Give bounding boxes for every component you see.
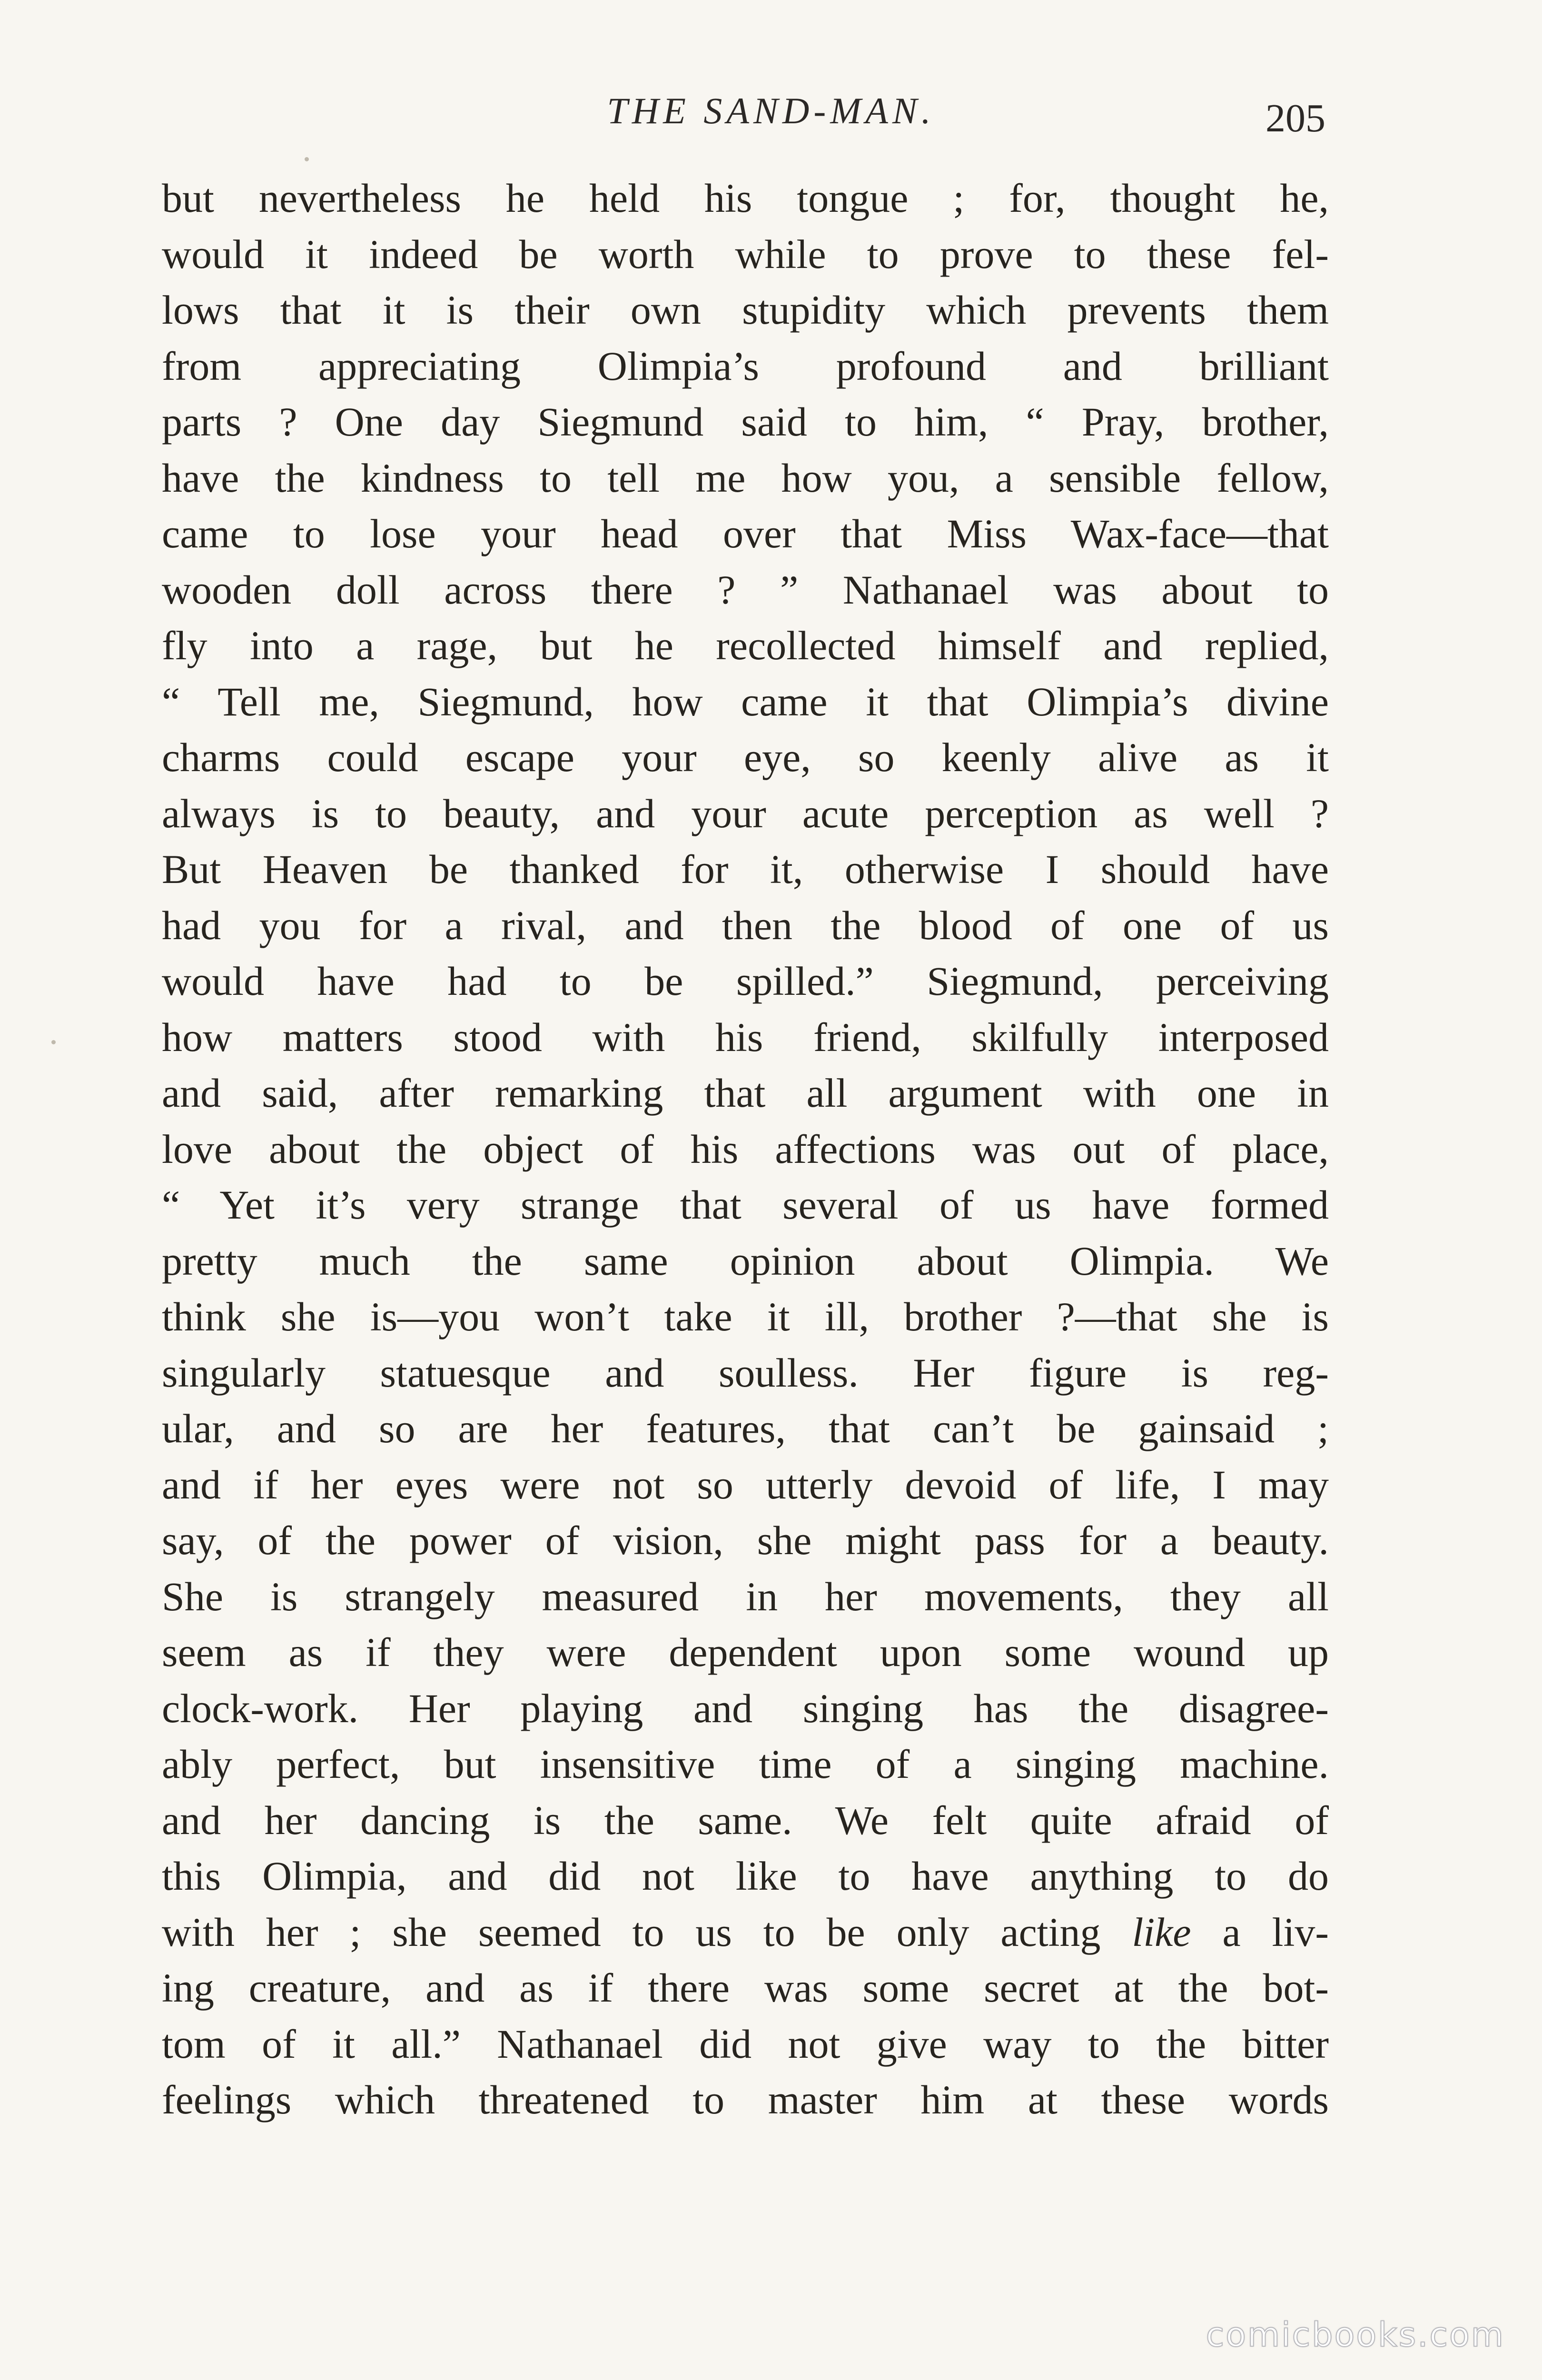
text-line: singularly statuesque and soulless. Her figure is reg- <box>162 1349 1329 1396</box>
text-line: and if her eyes were not so utterly devoid of life, I may <box>162 1461 1329 1507</box>
text-line: lows that it is their own stupidity which prevents them <box>162 287 1329 333</box>
text-line: seem as if they were dependent upon some wound up <box>162 1629 1329 1675</box>
text-line-with-italic <box>162 1904 1329 1961</box>
text-line: and her dancing is the same. We felt quite afraid of <box>162 1797 1329 1843</box>
text-line: ular, and so are her features, that can’t be gainsaid ; <box>162 1406 1329 1451</box>
text-line: think she is—you won’t take it ill, brother ?—that she is <box>162 1294 1329 1339</box>
running-title: THE SAND-MAN. <box>607 90 935 131</box>
text-line: charms could escape your eye, so keenly alive as it <box>162 734 1329 780</box>
page-number: 205 <box>1265 96 1325 140</box>
text-line: parts ? One day Siegmund said to him, “ Pray, brother, <box>162 399 1329 445</box>
text-line: this Olimpia, and did not like to have anything to do <box>162 1853 1329 1899</box>
text-line: from appreciating Olimpia’s profound and brilliant <box>162 343 1329 389</box>
text-line: always is to beauty, and your acute perception as well ? <box>162 790 1329 836</box>
text-line: ing creature, and as if there was some secret at the bot- <box>162 1965 1329 2011</box>
text-line: how matters stood with his friend, skilfully interposed <box>162 1014 1329 1060</box>
paper-speck <box>305 157 309 161</box>
text-segment: a liv- <box>1191 1909 1329 1955</box>
body-text <box>162 170 1329 2128</box>
text-line: have the kindness to tell me how you, a sensible fellow, <box>162 455 1329 501</box>
text-segment: with her ; she seemed to us to be only acting <box>162 1909 1101 1955</box>
text-line: feelings which threatened to master him at these words <box>162 2077 1329 2122</box>
running-head <box>0 81 1542 138</box>
text-line: and said, after remarking that all argument with one in <box>162 1070 1329 1116</box>
text-line: ably perfect, but insensitive time of a singing machine. <box>162 1741 1329 1787</box>
text-line: say, of the power of vision, she might pass for a beauty. <box>162 1517 1329 1563</box>
italic-word: like <box>1132 1909 1191 1955</box>
text-line: wooden doll across there ? ” Nathanael was about to <box>162 566 1329 613</box>
text-line: would it indeed be worth while to prove to these fel- <box>162 231 1329 277</box>
text-line: tom of it all.” Nathanael did not give way to the bitter <box>162 2021 1329 2067</box>
text-line: fly into a rage, but he recollected himself and replied, <box>162 623 1329 668</box>
paper-speck <box>51 1040 56 1044</box>
text-line: but nevertheless he held his tongue ; for, thought he, <box>162 175 1329 221</box>
text-line: had you for a rival, and then the blood of one of us <box>162 902 1329 948</box>
text-line: “ Yet it’s very strange that several of us have formed <box>162 1182 1329 1228</box>
watermark: comicbooks.com <box>1206 2315 1505 2354</box>
text-line: But Heaven be thanked for it, otherwise I should have <box>162 846 1329 892</box>
text-line: “ Tell me, Siegmund, how came it that Olimpia’s divine <box>162 678 1329 724</box>
text-line: came to lose your head over that Miss Wax-face—that <box>162 511 1329 556</box>
text-line: pretty much the same opinion about Olimpia. We <box>162 1238 1329 1284</box>
text-line: would have had to be spilled.” Siegmund, perceiving <box>162 958 1329 1004</box>
text-line: clock-work. Her playing and singing has the disagree- <box>162 1685 1329 1731</box>
text-line: She is strangely measured in her movements, they all <box>162 1573 1329 1619</box>
text-line: love about the object of his affections was out of place, <box>162 1126 1329 1172</box>
